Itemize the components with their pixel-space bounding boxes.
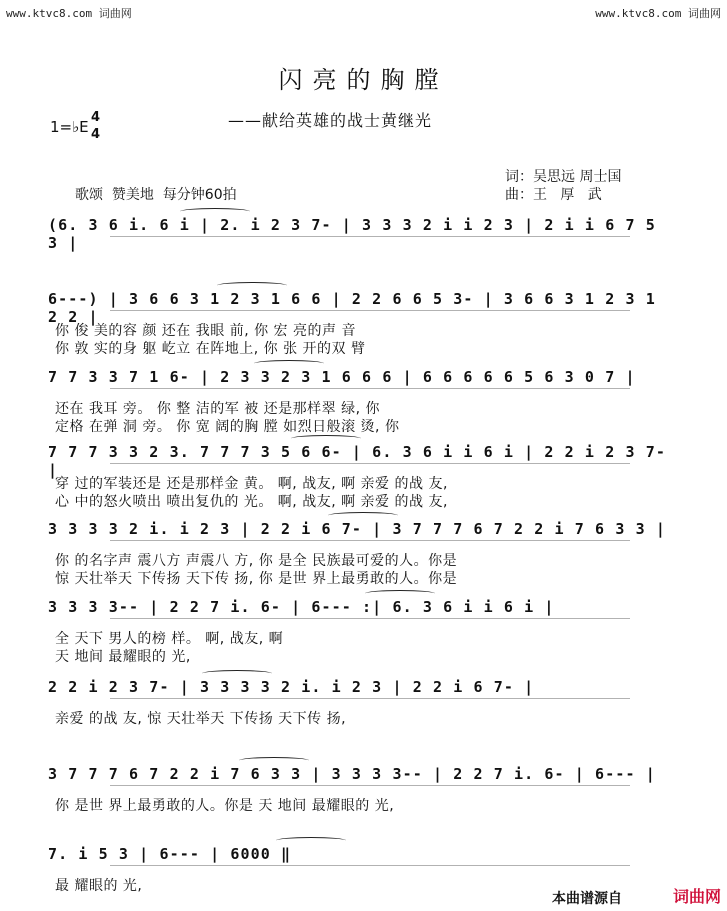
staff-notes: 3 3 3 3-- | 2 2 7 i. 6- | 6--- :| 6. 3 6 i i 6 i | xyxy=(48,598,555,616)
tempo-marking: 歌颂 赞美地 每分钟60拍 xyxy=(75,187,237,203)
lyric-line: 天 地间 最耀眼的 光, xyxy=(55,649,191,665)
composer-credit: 曲：王 厚 武 xyxy=(505,187,602,203)
staff-notes: 6---) | 3 6 6 3 1 2 3 1 6 6 | 2 2 6 6 5 3- | 3 6 6 3 1 2 3 1 2 2 | xyxy=(48,290,656,326)
beam-line xyxy=(110,388,630,389)
beam-line xyxy=(110,310,630,311)
beam-line xyxy=(110,236,630,237)
slur-mark xyxy=(217,282,287,289)
slur-mark xyxy=(365,590,435,597)
lyric-line: 你 是世 界上最勇敢的人。你是 天 地间 最耀眼的 光, xyxy=(55,798,395,814)
staff-notes: (6. 3 6 i. 6 i | 2. i 2 3 7- | 3 3 3 2 i i 2 3 | 2 i i 6 7 5 3 | xyxy=(48,216,656,252)
lyric-line: 心 中的怒火喷出 喷出复仇的 光。 啊, 战友, 啊 亲爱 的战 友, xyxy=(55,494,448,510)
lyric-line: 你 敦 实的身 躯 屹立 在阵地上, 你 张 开的双 臂 xyxy=(55,341,366,357)
time-signature-top: 4 xyxy=(91,110,101,125)
time-signature-bottom: 4 xyxy=(91,127,101,142)
slur-mark xyxy=(276,837,346,844)
slur-mark xyxy=(254,360,324,367)
source-note: 本曲谱源自 xyxy=(552,891,622,907)
lyricist-credit: 词：吴思远 周士国 xyxy=(505,169,622,185)
beam-line xyxy=(110,698,630,699)
watermark-right: www.ktvc8.com 词曲网 xyxy=(595,7,721,20)
slur-mark xyxy=(202,670,272,677)
staff-notes: 3 7 7 7 6 7 2 2 i 7 6 3 3 | 3 3 3 3-- | 2 2 7 i. 6- | 6--- | xyxy=(48,765,656,783)
beam-line xyxy=(110,540,630,541)
lyric-line: 你 的名字声 震八方 声震八 方, 你 是全 民族最可爱的人。你是 xyxy=(55,553,458,569)
lyric-line: 穿 过的军装还是 还是那样金 黄。 啊, 战友, 啊 亲爱 的战 友, xyxy=(55,476,448,492)
beam-line xyxy=(110,785,630,786)
staff-notes: 3 3 3 3 2 i. i 2 3 | 2 2 i 6 7- | 3 7 7 7 6 7 2 2 i 7 6 3 3 | xyxy=(48,520,666,538)
lyric-line: 定格 在弹 洞 旁。 你 宽 阔的胸 膛 如烈日般滚 烫, 你 xyxy=(55,419,400,435)
lyric-line: 你 俊 美的容 颜 还在 我眼 前, 你 宏 亮的声 音 xyxy=(55,323,356,339)
slur-mark xyxy=(291,435,361,442)
beam-line xyxy=(110,618,630,619)
slur-mark xyxy=(328,512,398,519)
beam-line xyxy=(110,463,630,464)
lyric-line: 最 耀眼的 光, xyxy=(55,878,143,894)
watermark-left: www.ktvc8.com 词曲网 xyxy=(6,7,132,20)
staff-notes: 2 2 i 2 3 7- | 3 3 3 3 2 i. i 2 3 | 2 2 i 6 7- | xyxy=(48,678,535,696)
beam-line xyxy=(110,865,630,866)
slur-mark xyxy=(180,208,250,215)
lyric-line: 还在 我耳 旁。 你 整 洁的军 被 还是那样翠 绿, 你 xyxy=(55,401,381,417)
staff-notes: 7 7 7 3 3 2 3. 7 7 7 3 5 6 6- | 6. 3 6 i i 6 i | 2 2 i 2 3 7- | xyxy=(48,443,666,479)
staff-notes: 7. i 5 3 | 6--- | 6000 ‖ xyxy=(48,845,292,863)
song-subtitle: ——献给英雄的战士黄继光 xyxy=(228,111,433,130)
lyric-line: 全 天下 男人的榜 样。 啊, 战友, 啊 xyxy=(55,631,284,647)
slur-mark xyxy=(239,757,309,764)
lyric-line: 亲爱 的战 友, 惊 天壮举天 下传扬 天下传 扬, xyxy=(55,711,347,727)
key-signature: 1=♭E xyxy=(50,118,89,136)
site-logo: 词曲网 xyxy=(672,887,721,906)
staff-notes: 7 7 3 3 7 1 6- | 2 3 3 2 3 1 6 6 6 | 6 6 6 6 6 5 6 3 0 7 | xyxy=(48,368,636,386)
song-title: 闪亮的胸膛 xyxy=(278,66,449,94)
lyric-line: 惊 天壮举天 下传扬 天下传 扬, 你 是世 界上最勇敢的人。你是 xyxy=(55,571,458,587)
